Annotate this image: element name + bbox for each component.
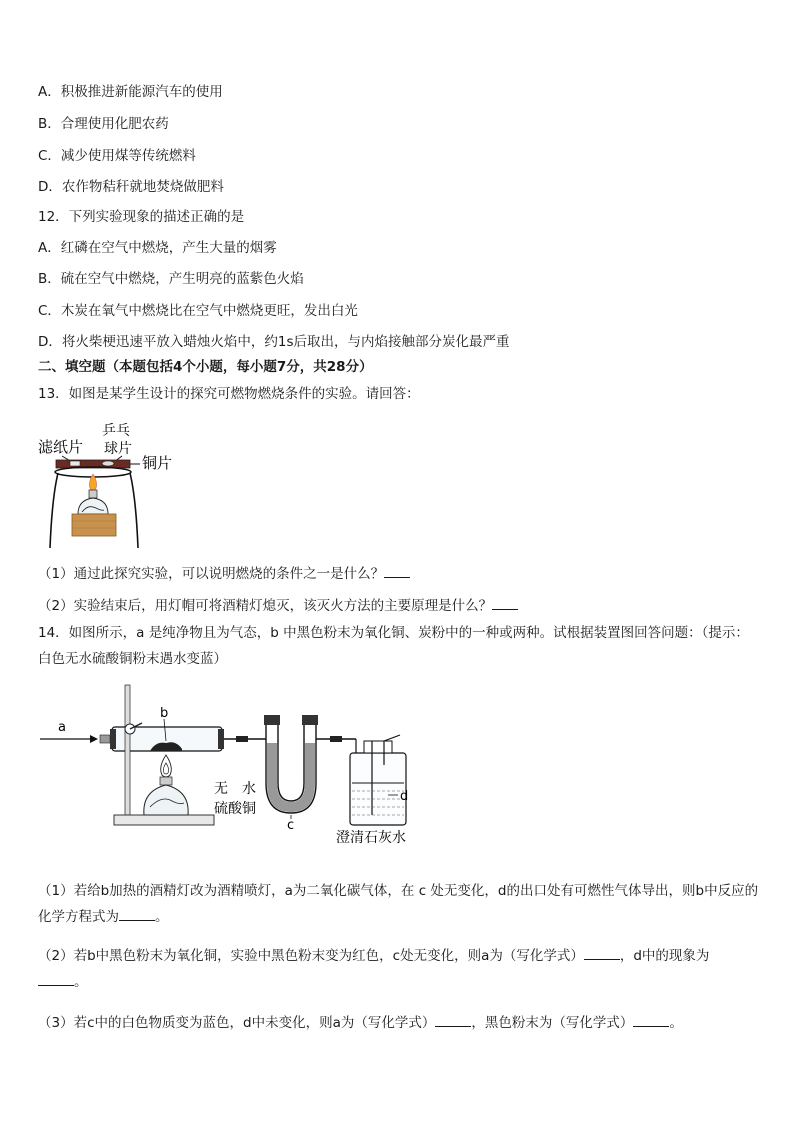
answer-blank[interactable]	[38, 971, 74, 986]
question-13-stem: 13．如图是某学生设计的探究可燃物燃烧条件的实验。请回答：	[38, 386, 420, 402]
filter-paper-label: 滤纸片	[38, 438, 84, 456]
answer-blank[interactable]	[435, 1012, 471, 1027]
cuso4-label-1: 无 水	[214, 781, 256, 797]
option-c-q11: C．减少使用煤等传统燃料	[38, 148, 196, 164]
answer-blank[interactable]	[633, 1012, 669, 1027]
alcohol-lamp	[144, 785, 188, 815]
pingpong-label-2: 球片	[104, 441, 132, 457]
question-14-sub1: （1）若给b加热的酒精灯改为酒精喷灯，a为二氧化碳气体，在 c 处无变化，d的出口处有可燃性气体导出，则b中反应的化学方程式为 。	[38, 883, 759, 925]
answer-blank[interactable]	[119, 906, 155, 921]
label-a: a	[58, 720, 66, 735]
question-13-sub2: （2）实验结束后，用灯帽可将酒精灯熄灭，该灭火方法的主要原理是什么？	[38, 595, 518, 615]
cuso4-label-2: 硫酸铜	[214, 801, 256, 817]
copper-label: 铜片	[142, 454, 173, 472]
gas-washing-bottle	[350, 753, 409, 825]
section-title: 二、填空题（本题包括4个小题，每小题7分，共28分）	[38, 359, 373, 375]
stand-base	[114, 815, 214, 825]
question-14-stem: 14．如图所示，a 是纯净物且为气态，b 中黑色粉末为氧化铜、炭粉中的一种或两种。试根据装置图回答问题：（提示：白色无水硫酸铜粉末遇水变蓝）	[38, 625, 749, 667]
pingpong-label-1: 乒乓	[102, 423, 130, 439]
answer-blank[interactable]	[384, 563, 410, 578]
answer-blank[interactable]	[492, 595, 518, 610]
question-13-sub1: （1）通过此探究实验，可以说明燃烧的条件之一是什么？	[38, 563, 410, 583]
option-d-q12: D．将火柴梗迅速平放入蜡烛火焰中，约1s后取出，与内焰接触部分炭化最严重	[38, 334, 510, 350]
option-b-q11: B．合理使用化肥农药	[38, 116, 169, 132]
reduction-apparatus-figure	[38, 683, 418, 847]
question-12-stem: 12．下列实验现象的描述正确的是	[38, 209, 245, 225]
combustion-apparatus-figure	[38, 418, 188, 552]
option-a-q12: A．红磷在空气中燃烧，产生大量的烟雾	[38, 240, 277, 256]
option-b-q12: B．硫在空气中燃烧，产生明亮的蓝紫色火焰	[38, 271, 304, 287]
question-14-sub3: （3）若c中的白色物质变为蓝色，d中未变化，则a为（写化学式） ，黑色粉末为（写化学式） 。	[38, 1012, 683, 1032]
option-d-q11: D．农作物秸秆就地焚烧做肥料	[38, 179, 224, 195]
label-d: d	[400, 789, 409, 804]
answer-blank[interactable]	[584, 945, 620, 960]
wooden-block	[72, 514, 116, 536]
stand-rod	[125, 685, 130, 817]
question-14-sub2: （2）若b中黑色粉末为氧化铜，实验中黑色粉末变为红色，c处无变化，则a为（写化学式） ，d中的现象为 。	[38, 943, 760, 995]
label-b: b	[160, 706, 169, 721]
limewater-label: 澄清石灰水	[336, 830, 406, 846]
option-c-q12: C．木炭在氧气中燃烧比在空气中燃烧更旺，发出白光	[38, 303, 358, 319]
label-c: c	[287, 818, 295, 833]
option-a-q11: A．积极推进新能源汽车的使用	[38, 84, 223, 100]
